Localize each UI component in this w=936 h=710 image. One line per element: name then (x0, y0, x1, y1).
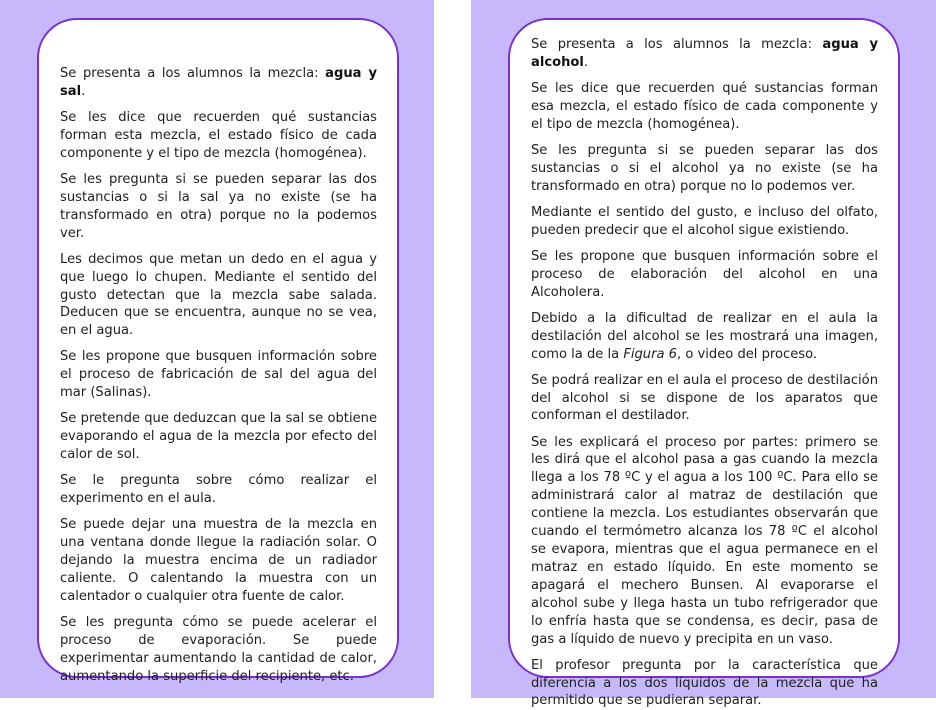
right-paragraph-6: Se les explicará el proceso por partes: primero se les dirá que el alcohol pasa a gas cuando la mezcla llega a los 78 ºC y el agua a los 100 ºC. Para ello se administrará calor al matraz de destilación que contiene la mezcla. Los estudiantes observarán que cuando el termómetro alcanza los 78 ºC el alcohol se evapora, mientras que el agua permanece en el matraz en estado líquido. En este momento se apagará el mechero Bunsen. Al evaporarse el alcohol sube y llega hasta un tubo refrigerador que lo enfría hasta que se condensa, es decir, pasa de gas a líquido de nuevo y precipita en un vaso. (531, 434, 878, 647)
figure-paragraph-end: , o video del proceso. (677, 346, 818, 362)
left-paragraph-5: Se pretende que deduzcan que la sal se obtiene evaporando el agua de la mezcla por efecto del calor de sol. (60, 411, 377, 463)
left-paragraph-4: Se les propone que busquen información sobre el proceso de fabricación de sal del agua del mar (Salinas). (60, 349, 377, 401)
left-intro-end: . (81, 83, 86, 99)
right-paragraph-7: El profesor pregunta por la característica que diferencia a los dos líquidos de la mezcla que ha permitido que se pudieran separar. (531, 657, 878, 709)
left-intro-paragraph (60, 65, 377, 101)
right-intro-end: . (583, 54, 589, 70)
left-text-card (37, 18, 399, 684)
left-paragraph-3: Les decimos que metan un dedo en el agua y que luego lo chupen. Mediante el sentido del gusto detectan que la mezcla sabe salada. Deducen que se encuentra, aunque no se vea, en el agua. (60, 251, 377, 339)
left-intro-text: Se presenta a los alumnos la mezcla: (60, 66, 326, 81)
left-paragraph-1: Se les dice que recuerden qué sustancias forman esta mezcla, el estado físico de cada componente y el tipo de mezcla (homogénea). (60, 110, 377, 161)
figure-reference: Figura 6 (623, 346, 678, 362)
left-panel-background (0, 0, 434, 698)
right-mixture-name: agua y alcohol (531, 37, 878, 70)
left-paragraph-2: Se les pregunta si se pueden separar las dos sustancias o si la sal ya no existe (se ha transformado en otra) porque no la podemos ver. (60, 171, 377, 241)
left-mixture-name: agua y sal (60, 66, 377, 99)
right-paragraph-5: Se podrá realizar en el aula el proceso de destilación del alcohol si se dispone de los aparatos que conforman el destilador. (531, 372, 878, 424)
right-paragraph-4: Se les propone que busquen información sobre el proceso de elaboración del alcohol en una Alcoholera. (531, 248, 878, 300)
right-figure-paragraph (531, 310, 878, 364)
left-paragraph-6: Se le pregunta sobre cómo realizar el experimento en el aula. (60, 473, 377, 507)
right-intro-paragraph (531, 36, 878, 72)
right-panel-background (471, 0, 936, 709)
right-text-card (508, 18, 900, 709)
right-paragraph-3: Mediante el sentido del gusto, e incluso del olfato, pueden predecir que el alcohol sigue existiendo. (531, 204, 878, 238)
right-intro-text: Se presenta a los alumnos la mezcla: (531, 37, 823, 52)
left-paragraph-8: Se les pregunta cómo se puede acelerar el proceso de evaporación. Se puede experimentar aumentando la cantidad de calor, aumentando la superficie del recipiente, etc. (60, 614, 377, 684)
right-paragraph-2: Se les pregunta si se pueden separar las dos sustancias o si el alcohol ya no existe (se ha transformado en otra) porque no lo podemos ver. (531, 142, 878, 194)
figure-paragraph-text: Debido a la dificultad de realizar en el aula la destilación del alcohol se les mostrará una imagen, como la de la (531, 310, 878, 362)
right-paragraph-1: Se les dice que recuerden qué sustancias forman esa mezcla, el estado físico de cada componente y el tipo de mezcla (homogénea). (531, 81, 878, 132)
left-paragraph-7: Se puede dejar una muestra de la mezcla en una ventana donde llegue la radiación solar. O dejando la muestra encima de un radiador caliente. O calentando la muestra con un calentador o cualquier otra fuente de calor. (60, 517, 377, 604)
